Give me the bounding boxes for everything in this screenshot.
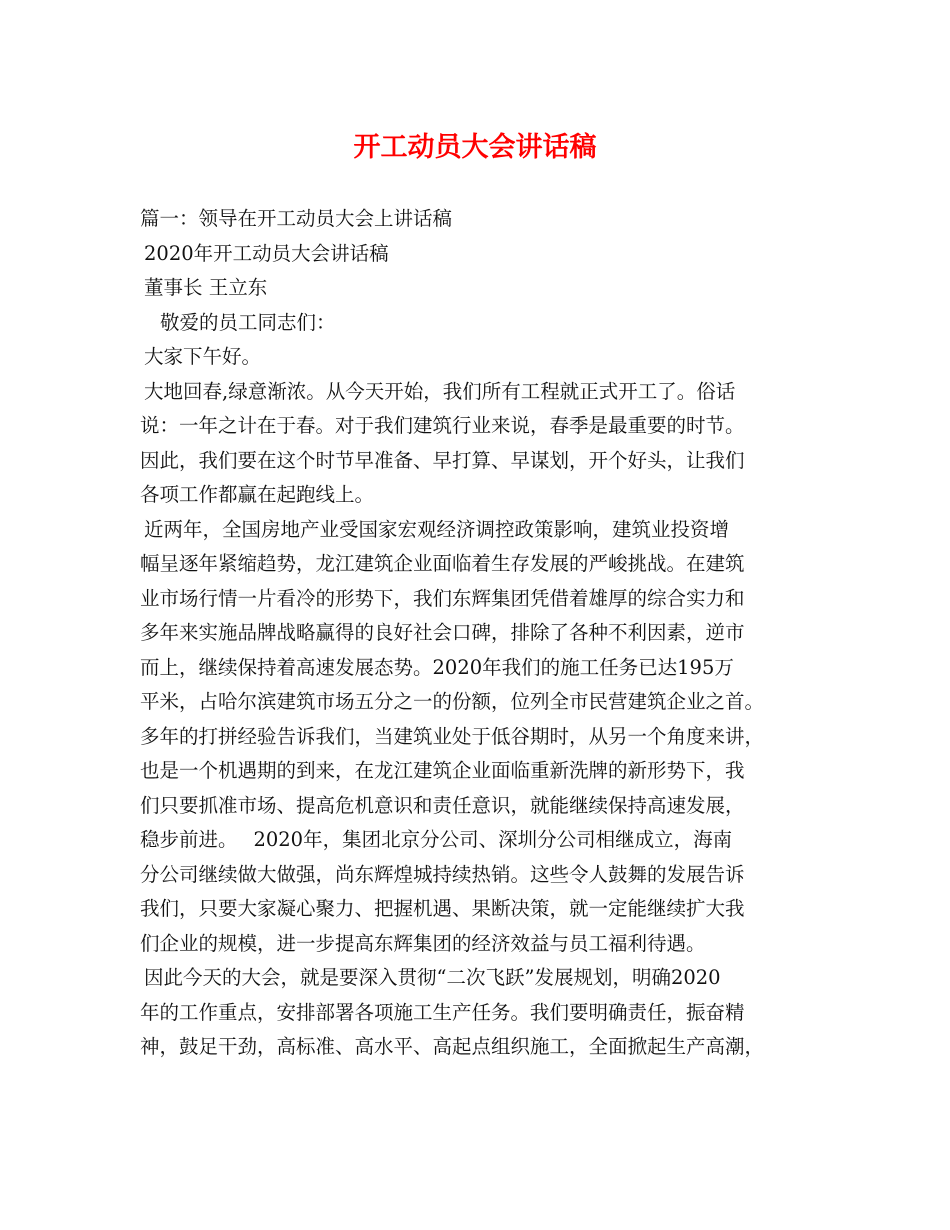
paragraph-line: 大地回春,绿意渐浓。从今天开始，我们所有工程就正式开工了。俗话	[144, 379, 736, 403]
section-heading: 篇一：领导在开工动员大会上讲话稿	[140, 207, 453, 230]
paragraph-line: 幅呈逐年紧缩趋势，龙江建筑企业面临着生存发展的严峻挑战。在建筑	[140, 552, 745, 575]
paragraph-line: 近两年，全国房地产业受国家宏观经济调控政策影响，建筑业投资增	[144, 517, 730, 541]
paragraph-line: 多年的打拼经验告诉我们，当建筑业处于低谷期时，从另一个角度来讲，	[140, 724, 765, 748]
speech-title: 2020年开工动员大会讲话稿	[144, 241, 389, 265]
paragraph-line: 我们，只要大家凝心聚力、把握机遇、果断决策，就一定能继续扩大我	[140, 897, 745, 920]
paragraph-line: 平米，占哈尔滨建筑市场五分之一的份额，位列全市民营建筑企业之首。	[140, 690, 765, 713]
paragraph-line: 神，鼓足干劲，高标准、高水平、高起点组织施工，全面掀起生产高潮，	[140, 1035, 765, 1058]
greeting: 大家下午好。	[144, 345, 262, 368]
paragraph-line: 各项工作都赢在起跑线上。	[140, 483, 375, 506]
paragraph-line: 而上，继续保持着高速发展态势。2020年我们的施工任务已达195万	[140, 655, 734, 679]
paragraph-line: 因此，我们要在这个时节早准备、早打算、早谋划，开个好头，让我们	[140, 448, 745, 472]
paragraph-line: 多年来实施品牌战略赢得的良好社会口碑，排除了各种不利因素，逆市	[140, 621, 745, 644]
document-title: 开工动员大会讲话稿	[353, 132, 597, 163]
paragraph-line: 们企业的规模，进一步提高东辉集团的经济效益与员工福利待遇。	[140, 931, 706, 955]
speaker-line: 董事长 王立东	[144, 276, 268, 299]
paragraph-line: 分公司继续做大做强，尚东辉煌城持续热销。这些令人鼓舞的发展告诉	[140, 862, 745, 886]
document-body	[140, 202, 830, 1065]
paragraph-line: 稳步前进。 2020年，集团北京分公司、深圳分公司相继成立，海南	[140, 828, 733, 851]
paragraph-line: 说：一年之计在于春。对于我们建筑行业来说，春季是最重要的时节。	[140, 414, 745, 437]
paragraph-line: 也是一个机遇期的到来，在龙江建筑企业面临重新洗牌的新形势下，我	[140, 759, 745, 782]
paragraph-line: 们只要抓准市场、提高危机意识和责任意识，就能继续保持高速发展，	[140, 793, 745, 817]
paragraph-line: 因此今天的大会，就是要深入贯彻“二次飞跃”发展规划，明确2020	[144, 966, 721, 989]
paragraph-line: 年的工作重点，安排部署各项施工生产任务。我们要明确责任，振奋精	[140, 1000, 745, 1024]
paragraph-line: 业市场行情一片看冷的形势下，我们东辉集团凭借着雄厚的综合实力和	[140, 586, 745, 610]
salutation: 敬爱的员工同志们：	[160, 310, 336, 334]
